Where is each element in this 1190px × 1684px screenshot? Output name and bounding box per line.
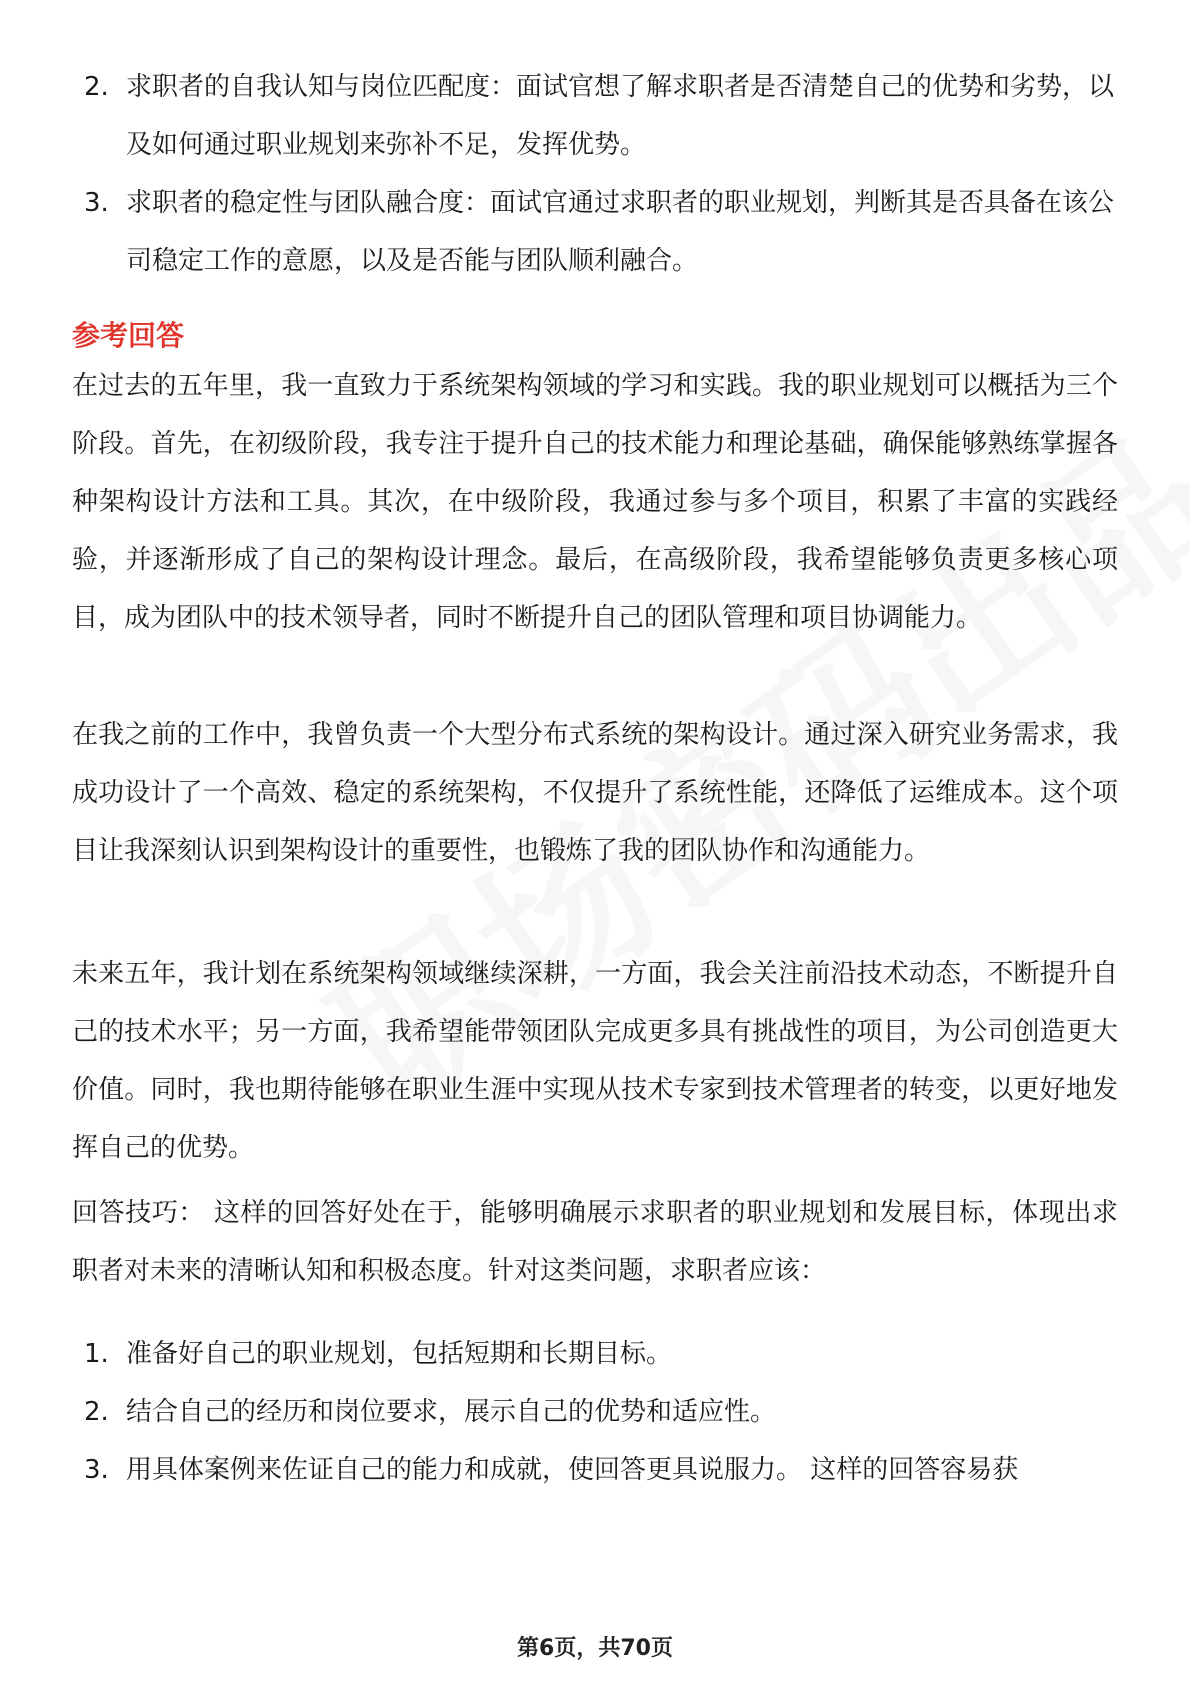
list-item-text: 准备好自己的职业规划，包括短期和长期目标。 bbox=[126, 1339, 673, 1369]
list-item-number: 1. bbox=[84, 1339, 109, 1369]
list-item bbox=[0, 1441, 1116, 1499]
answer-paragraph: 在我之前的工作中，我曾负责一个大型分布式系统的架构设计。通过深入研究业务需求，我成功设计了一个高效、稳定的系统架构，不仅提升了系统性能，还降低了运维成本。这个项目让我深刻认识到架构设计的重要性，也锻炼了我的团队协作和沟通能力。 bbox=[72, 720, 1118, 866]
answer-tips-paragraph: 回答技巧： 这样的回答好处在于，能够明确展示求职者的职业规划和发展目标，体现出求职者对未来的清晰认知和积极态度。针对这类问题，求职者应该： bbox=[72, 1198, 1118, 1286]
section-heading: 参考回答 bbox=[72, 319, 185, 352]
tips-list bbox=[0, 1325, 1190, 1499]
page-footer: 第6页，共70页 bbox=[517, 1636, 673, 1661]
list-item-number: 2. bbox=[84, 72, 109, 102]
list-item bbox=[0, 1383, 1116, 1441]
list-item-number: 2. bbox=[84, 1397, 109, 1427]
list-item bbox=[0, 1325, 1116, 1383]
list-item-number: 3. bbox=[84, 188, 109, 218]
interviewer-focus-list bbox=[0, 58, 1190, 290]
list-item-text: 用具体案例来佐证自己的能力和成就，使回答更具说服力。 这样的回答容易获 bbox=[126, 1455, 1019, 1485]
answer-paragraph: 未来五年，我计划在系统架构领域继续深耕，一方面，我会关注前沿技术动态，不断提升自己的技术水平；另一方面，我希望能带领团队完成更多具有挑战性的项目，为公司创造更大价值。同时，我也期待能够在职业生涯中实现从技术专家到技术管理者的转变，以更好地发挥自己的优势。 bbox=[72, 959, 1118, 1163]
answer-paragraph: 在过去的五年里，我一直致力于系统架构领域的学习和实践。我的职业规划可以概括为三个阶段。首先，在初级阶段，我专注于提升自己的技术能力和理论基础，确保能够熟练掌握各种架构设计方法和工具。其次，在中级阶段，我通过参与多个项目，积累了丰富的实践经验，并逐渐形成了自己的架构设计理念。最后，在高级阶段，我希望能够负责更多核心项目，成为团队中的技术领导者，同时不断提升自己的团队管理和项目协调能力。 bbox=[72, 371, 1118, 633]
list-item bbox=[0, 58, 1116, 174]
list-item-text: 求职者的自我认知与岗位匹配度：面试官想了解求职者是否清楚自己的优势和劣势，以及如何通过职业规划来弥补不足，发挥优势。 bbox=[126, 72, 1115, 160]
list-item bbox=[0, 174, 1116, 290]
list-item-text: 求职者的稳定性与团队融合度：面试官通过求职者的职业规划，判断其是否具备在该公司稳定工作的意愿，以及是否能与团队顺利融合。 bbox=[126, 188, 1115, 276]
list-item-number: 3. bbox=[84, 1455, 109, 1485]
list-item-text: 结合自己的经历和岗位要求，展示自己的优势和适应性。 bbox=[126, 1397, 777, 1427]
